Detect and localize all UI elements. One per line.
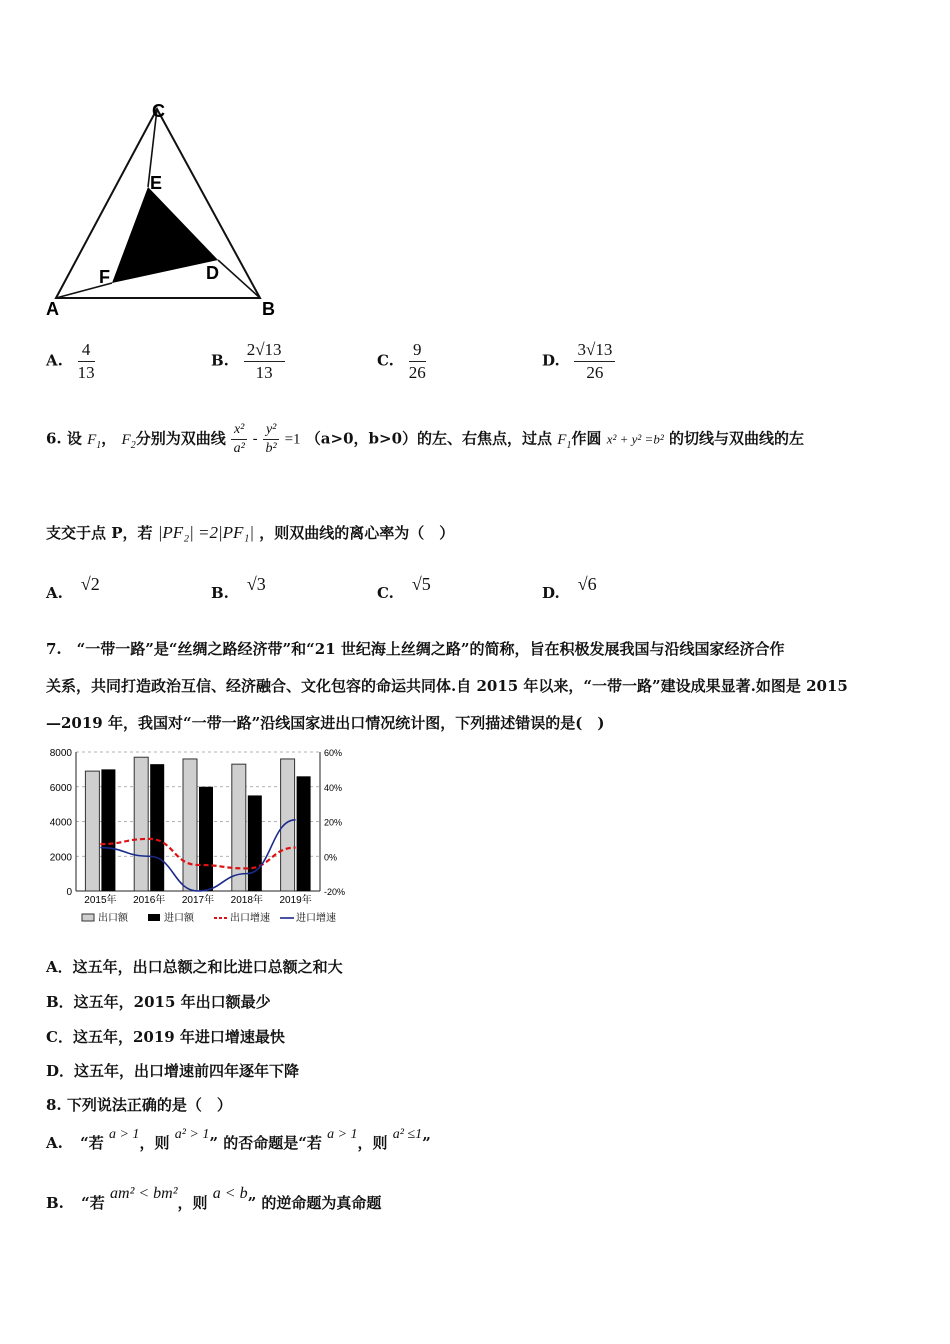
q6-circle-pre: 作圆 bbox=[571, 429, 602, 448]
label-b: B bbox=[262, 299, 275, 319]
numerator: 3√13 bbox=[574, 340, 615, 362]
f1-subscript-2: 1 bbox=[566, 439, 572, 451]
option-value: √3 bbox=[246, 574, 266, 594]
legend-label: 进口额 bbox=[164, 913, 194, 924]
right-tick-label: 60% bbox=[324, 748, 343, 758]
text: “若 bbox=[80, 1134, 104, 1152]
text: ，则 bbox=[139, 1134, 170, 1152]
minus-sign: - bbox=[252, 429, 258, 448]
x-tick-label: 2019年 bbox=[279, 895, 312, 906]
text: ” bbox=[422, 1134, 431, 1152]
option-label: D. bbox=[542, 584, 560, 602]
export-bar bbox=[85, 771, 99, 891]
q7-option-a[interactable]: A．这五年，出口总额之和比进口总额之和大 bbox=[46, 958, 343, 976]
legend-label: 出口额 bbox=[98, 913, 128, 924]
option-label: C. bbox=[377, 351, 394, 370]
q6-option-a[interactable] bbox=[46, 574, 100, 603]
option-label: D. bbox=[542, 351, 560, 370]
trade-chart bbox=[40, 740, 360, 935]
math-expr: a² ≤1 bbox=[392, 1127, 423, 1142]
import-bar bbox=[199, 787, 213, 891]
legend-swatch-import bbox=[148, 914, 160, 921]
q6-option-c[interactable] bbox=[377, 574, 431, 603]
math-expr: a < b bbox=[212, 1185, 248, 1202]
option-label: B. bbox=[211, 351, 229, 370]
import-bar bbox=[150, 764, 164, 891]
option-label: C. bbox=[377, 584, 394, 602]
separator: ， bbox=[101, 429, 117, 448]
option-label: A. bbox=[46, 584, 63, 602]
left-tick-label: 6000 bbox=[49, 782, 72, 794]
q7-option-b[interactable]: B．这五年，2015 年出口额最少 bbox=[46, 993, 271, 1011]
legend-swatch-export bbox=[82, 914, 94, 921]
q6-line2-post: ，则双曲线的离心率为（ ） bbox=[259, 524, 455, 542]
frac1-numerator: x² bbox=[231, 422, 247, 440]
q8-option-a[interactable] bbox=[46, 1127, 431, 1153]
q6-tail: 的切线与双曲线的左 bbox=[668, 429, 804, 448]
q7-option-c[interactable]: C．这五年，2019 年进口增速最快 bbox=[46, 1028, 285, 1046]
q5-option-b[interactable] bbox=[211, 340, 285, 383]
q7-line1: 7. “一带一路”是“丝绸之路经济带”和“21 世纪海上丝绸之路”的简称，旨在积极发展我国与沿线国家经济合作 bbox=[46, 640, 785, 658]
q6-option-b[interactable] bbox=[211, 574, 266, 603]
export-bar bbox=[134, 757, 148, 891]
left-tick-label: 8000 bbox=[49, 748, 72, 759]
label-d: D bbox=[206, 263, 219, 283]
option-value: √2 bbox=[80, 574, 100, 594]
legend-label: 进口增速 bbox=[296, 913, 336, 924]
math-expr: a > 1 bbox=[327, 1127, 358, 1142]
left-tick-label: 2000 bbox=[49, 852, 72, 864]
f1-symbol: F bbox=[87, 431, 97, 448]
denominator: 13 bbox=[77, 363, 95, 382]
left-tick-label: 4000 bbox=[49, 817, 72, 829]
triangle-figure bbox=[40, 95, 290, 325]
frac1-denominator: a² bbox=[233, 441, 245, 456]
export-bar bbox=[281, 759, 295, 891]
denominator: 13 bbox=[255, 363, 273, 382]
math-expr: a² > 1 bbox=[174, 1127, 210, 1142]
import-bar bbox=[248, 795, 262, 891]
right-tick-label: 40% bbox=[324, 782, 343, 793]
text: ，则 bbox=[357, 1134, 388, 1152]
q8-option-b[interactable] bbox=[46, 1185, 382, 1213]
circle-equation: x² + y² =b² bbox=[606, 431, 664, 447]
text: “若 bbox=[81, 1194, 105, 1212]
equals-one: =1 bbox=[284, 431, 301, 448]
frac2-numerator: y² bbox=[263, 422, 279, 440]
q5-option-d[interactable] bbox=[542, 340, 615, 383]
f1-symbol-2: F bbox=[557, 431, 567, 448]
q6-line2-pre: 支交于点 P，若 bbox=[46, 524, 153, 542]
q6-option-d[interactable] bbox=[542, 574, 597, 603]
q5-option-c[interactable] bbox=[377, 340, 426, 383]
numerator: 4 bbox=[78, 340, 95, 362]
denominator: 26 bbox=[408, 363, 426, 382]
numerator: 9 bbox=[409, 340, 426, 362]
text: ” 的逆命题为真命题 bbox=[247, 1194, 382, 1212]
x-tick-label: 2018年 bbox=[230, 895, 263, 906]
f2-symbol: F bbox=[121, 431, 131, 448]
q7-line3: —2019 年，我国对“一带一路”沿线国家进出口情况统计图，下列描述错误的是( ) bbox=[46, 714, 605, 732]
segment-db bbox=[218, 260, 260, 298]
left-tick-label: 0 bbox=[66, 887, 72, 898]
label-f: F bbox=[99, 267, 110, 287]
import-bar bbox=[101, 769, 115, 891]
option-label: A. bbox=[46, 1134, 63, 1152]
pf-condition: |PF₂| =2|PF₁| bbox=[157, 523, 255, 542]
q6-prefix: 6. 设 bbox=[46, 429, 82, 448]
math-expr: am² < bm² bbox=[110, 1185, 178, 1202]
q6-condition: （a>0，b>0）的左、右焦点，过点 bbox=[305, 429, 553, 448]
option-label: B. bbox=[211, 584, 229, 602]
label-c: C bbox=[152, 101, 165, 121]
text: ” 的否命题是“若 bbox=[209, 1134, 322, 1152]
q5-option-a[interactable] bbox=[46, 340, 95, 383]
right-tick-label: 0% bbox=[324, 852, 338, 863]
inner-triangle-def bbox=[112, 187, 218, 283]
f2-subscript: 2 bbox=[130, 439, 136, 451]
text: ，则 bbox=[177, 1194, 208, 1212]
q7-line2: 关系，共同打造政治互信、经济融合、文化包容的命运共同体.自 2015 年以来，“一带一路”建设成果显著.如图是 2015 bbox=[46, 677, 848, 695]
x-tick-label: 2015年 bbox=[84, 895, 117, 906]
import-bar bbox=[297, 776, 311, 891]
q7-option-d[interactable]: D．这五年，出口增速前四年逐年下降 bbox=[46, 1062, 300, 1080]
x-tick-label: 2017年 bbox=[181, 895, 215, 906]
export-bar bbox=[183, 759, 197, 891]
right-tick-label: 20% bbox=[324, 817, 343, 828]
denominator: 26 bbox=[586, 363, 604, 382]
option-label: A. bbox=[46, 351, 63, 370]
f1-subscript: 1 bbox=[96, 439, 102, 451]
right-tick-label: -20% bbox=[324, 887, 346, 897]
frac2-denominator: b² bbox=[265, 441, 277, 456]
q6-line2 bbox=[46, 522, 454, 543]
numerator: 2√13 bbox=[244, 340, 285, 362]
import-growth-line bbox=[100, 820, 295, 891]
math-expr: a > 1 bbox=[108, 1127, 140, 1142]
legend-label: 出口增速 bbox=[230, 913, 270, 924]
q8-title: 8. 下列说法正确的是（ ） bbox=[46, 1096, 232, 1114]
option-value: √5 bbox=[411, 574, 431, 594]
q6-line1 bbox=[46, 422, 804, 457]
option-value: √6 bbox=[577, 574, 597, 594]
export-bar bbox=[232, 764, 246, 891]
x-tick-label: 2016年 bbox=[133, 895, 166, 906]
q6-mid-text: 分别为双曲线 bbox=[135, 429, 226, 448]
label-e: E bbox=[150, 173, 163, 193]
option-label: B. bbox=[46, 1194, 64, 1212]
label-a: A bbox=[46, 299, 59, 319]
